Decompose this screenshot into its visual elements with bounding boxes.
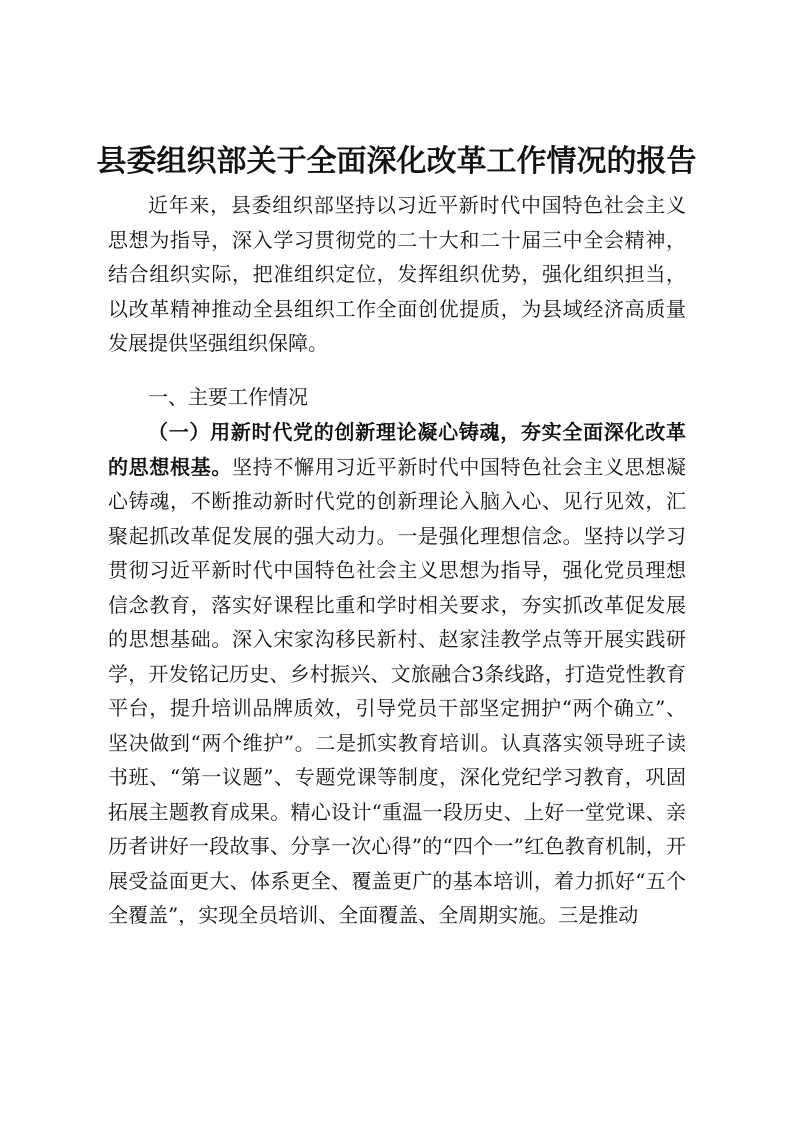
section-heading: 一、主要工作情况: [148, 385, 308, 409]
subsection-paragraph: [108, 415, 686, 933]
subsection-body: 坚持不懈用习近平新时代中国特色社会主义思想凝心铸魂，不断推动新时代党的创新理论入脑入心、见行见效，汇聚起抓改革促发展的强大动力。一是强化理想信念。坚持以学习贯彻习近平新时代中国特色社会主义思想为指导，强化党员理想信念教育，落实好课程比重和学时相关要求，夯实抓改革促发展的思想基础。深入宋家沟移民新村、赵家洼教学点等开展实践研学，开发铭记历史、乡村振兴、文旅融合3条线路，打造党性教育平台，提升培训品牌质效，引导党员干部坚定拥护“两个确立”、坚决做到“两个维护”。二是抓实教育培训。认真落实领导班子读书班、“第一议题”、专题党课等制度，深化党纪学习教育，巩固拓展主题教育成果。精心设计“重温一段历史、上好一堂党课、亲历者讲好一段故事、分享一次心得”的“四个一”红色教育机制，开展受益面更大、体系更全、覆盖更广的基本培训，着力抓好“五个全覆盖”，实现全员培训、全面覆盖、全周期实施。三是推动: [108, 454, 686, 927]
intro-paragraph: 近年来，县委组织部坚持以习近平新时代中国特色社会主义思想为指导，深入学习贯彻党的二十大和二十届三中全会精神，结合组织实际，把准组织定位，发挥组织优势，强化组织担当，以改革精神推动全县组织工作全面创优提质，为县域经济高质量发展提供坚强组织保障。: [108, 193, 686, 355]
subsection-heading: （一）用新时代党的创新理论凝心铸魂，夯实全面深化改革的思想根基。: [108, 420, 686, 479]
document-title: 县委组织部关于全面深化改革工作情况的报告: [96, 144, 697, 179]
